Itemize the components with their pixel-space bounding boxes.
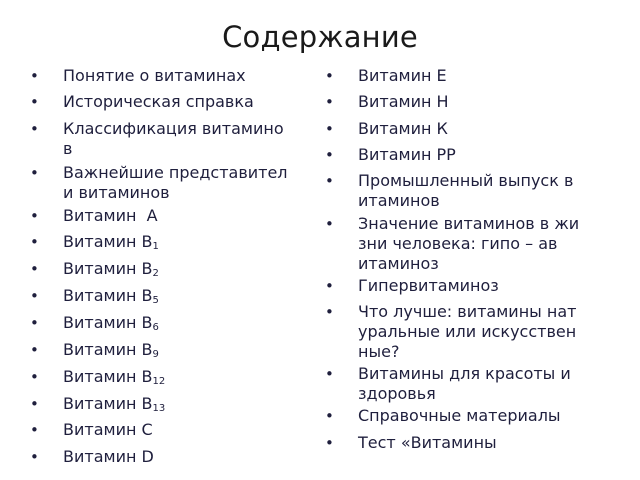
bullet: • xyxy=(30,233,39,251)
list-item-label-line: Важнейшие представител xyxy=(63,163,288,182)
list-item-label-line: в xyxy=(63,139,73,158)
bullet: • xyxy=(325,277,334,295)
vitamin-name: Витамин В xyxy=(63,232,153,251)
bullet: • xyxy=(30,421,39,439)
vitamin-name: Витамин В xyxy=(63,340,153,359)
bullet: • xyxy=(325,146,334,164)
list-item-label: Витамин С xyxy=(63,420,153,439)
list-item-label xyxy=(63,286,330,306)
list-item-label: Витамин А xyxy=(63,206,158,225)
vitamin-subscript: 13 xyxy=(152,403,166,414)
list-item-label-line: уральные или искусствен xyxy=(358,322,577,341)
list-item-label: Тест «Витамины xyxy=(358,433,497,452)
bullet: • xyxy=(30,341,39,359)
bullet: • xyxy=(30,448,39,466)
vitamin-subscript: 12 xyxy=(152,376,166,387)
bullet: • xyxy=(325,365,334,383)
list-item-label-line: итаминоз xyxy=(358,254,439,273)
bullet: • xyxy=(325,407,334,425)
list-item-label-line: Значение витаминов в жи xyxy=(358,214,580,233)
list-item-label-line: здоровья xyxy=(358,384,436,403)
list-item-label-line: и витаминов xyxy=(63,183,170,202)
list-item-label xyxy=(358,214,610,274)
vitamin-subscript: 2 xyxy=(152,268,159,279)
list-item-label-line: Что лучше: витамины нат xyxy=(358,302,577,321)
bullet: • xyxy=(30,207,39,225)
bullet: • xyxy=(325,434,334,452)
list-item-label: Витамин К xyxy=(358,119,448,138)
list-item-label-line: Промышленный выпуск в xyxy=(358,171,574,190)
vitamin-subscript: 9 xyxy=(152,349,159,360)
vitamin-subscript: 5 xyxy=(152,295,159,306)
bullet: • xyxy=(30,164,39,182)
vitamin-name: Витамин В xyxy=(63,286,153,305)
vitamin-name: Витамин В xyxy=(63,313,153,332)
list-item-label-line: зни человека: гипо – ав xyxy=(358,234,558,253)
list-item-label xyxy=(63,232,330,252)
list-item-label xyxy=(358,364,610,404)
slide-title: Содержание xyxy=(222,20,418,54)
list-item-label: Витамин РР xyxy=(358,145,456,164)
bullet: • xyxy=(30,314,39,332)
bullet: • xyxy=(325,120,334,138)
list-item-label xyxy=(63,163,330,203)
vitamin-name: Витамин В xyxy=(63,367,153,386)
vitamin-subscript: 6 xyxy=(152,322,159,333)
list-item-label-line: ные? xyxy=(358,342,400,361)
list-item-label xyxy=(63,259,330,279)
bullet: • xyxy=(30,287,39,305)
list-item-label: Историческая справка xyxy=(63,92,254,111)
bullet: • xyxy=(325,93,334,111)
bullet: • xyxy=(325,215,334,233)
bullet: • xyxy=(30,260,39,278)
list-item-label xyxy=(358,171,610,211)
bullet: • xyxy=(325,303,334,321)
vitamin-subscript: 1 xyxy=(152,241,159,252)
bullet: • xyxy=(30,67,39,85)
list-item-label: Справочные материалы xyxy=(358,406,561,425)
list-item-label-line: Классификация витамино xyxy=(63,119,284,138)
bullet: • xyxy=(30,93,39,111)
list-item-label xyxy=(63,367,330,387)
vitamin-name: Витамин В xyxy=(63,394,153,413)
list-item-label: Понятие о витаминах xyxy=(63,66,246,85)
list-item-label: Гипервитаминоз xyxy=(358,276,499,295)
bullet: • xyxy=(325,67,334,85)
list-item-label: Витамин Е xyxy=(358,66,447,85)
bullet: • xyxy=(325,172,334,190)
list-item-label xyxy=(63,119,330,159)
bullet: • xyxy=(30,120,39,138)
list-item-label xyxy=(358,302,610,362)
list-item-label xyxy=(63,394,330,414)
vitamin-name: Витамин В xyxy=(63,259,153,278)
list-item-label: Витамин D xyxy=(63,447,154,466)
bullet: • xyxy=(30,395,39,413)
bullet: • xyxy=(30,368,39,386)
list-item-label-line: Витамины для красоты и xyxy=(358,364,571,383)
list-item-label xyxy=(63,313,330,333)
list-item-label xyxy=(63,340,330,360)
list-item-label: Витамин Н xyxy=(358,92,449,111)
list-item-label-line: итаминов xyxy=(358,191,440,210)
